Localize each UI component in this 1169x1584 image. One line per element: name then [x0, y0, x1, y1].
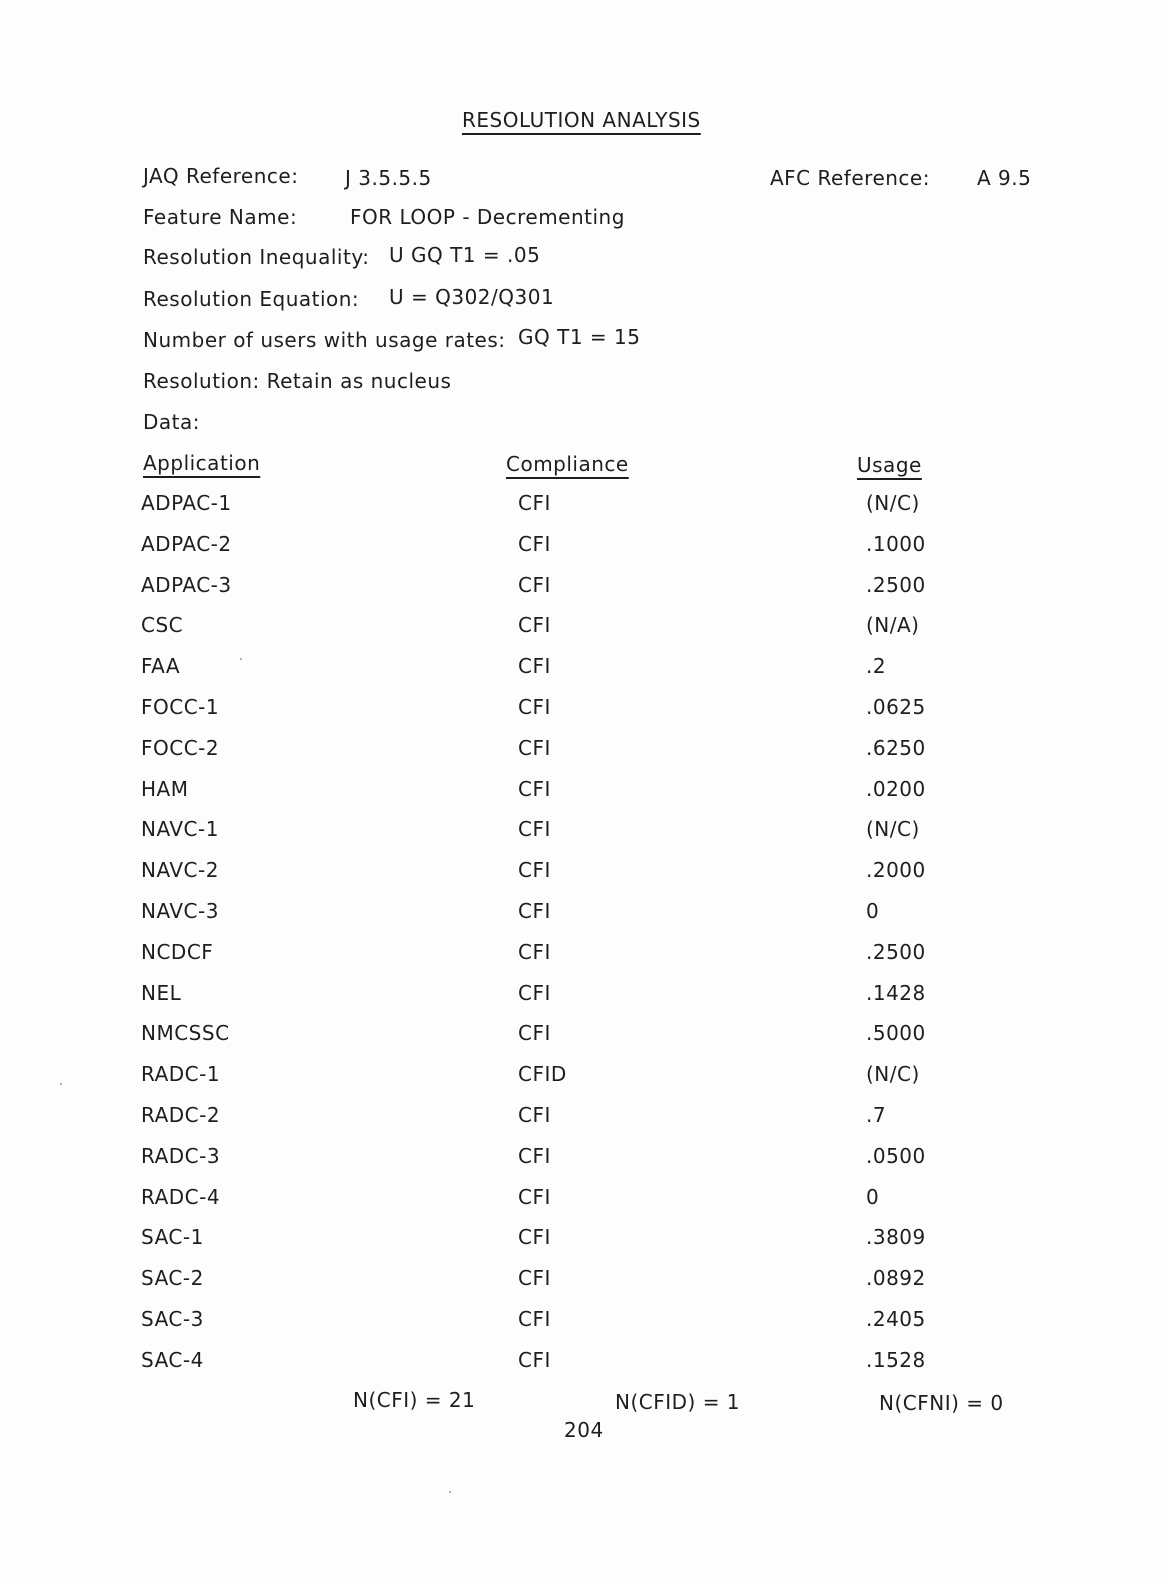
table-cell-application: NAVC-1 — [141, 817, 219, 841]
table-cell-compliance: CFI — [518, 1144, 551, 1168]
users-count-label: Number of users with usage rates: — [143, 328, 506, 352]
table-cell-usage: 0 — [866, 899, 880, 923]
table-cell-usage: .2000 — [866, 858, 926, 882]
table-cell-application: CSC — [141, 613, 184, 637]
table-cell-application: NEL — [141, 981, 182, 1005]
page-number: 204 — [564, 1418, 604, 1442]
resolution-inequality-value: U GQ T1 = .05 — [389, 243, 541, 267]
table-cell-compliance: CFI — [518, 695, 551, 719]
table-cell-usage: .5000 — [866, 1021, 926, 1045]
scan-speck — [240, 658, 242, 660]
table-cell-usage: .7 — [866, 1103, 887, 1127]
table-cell-compliance: CFI — [518, 817, 551, 841]
table-cell-compliance: CFI — [518, 1348, 551, 1372]
table-cell-usage: .2405 — [866, 1307, 926, 1331]
table-cell-compliance: CFI — [518, 777, 551, 801]
table-cell-application: RADC-1 — [141, 1062, 221, 1086]
resolution-text: Resolution: Retain as nucleus — [143, 369, 452, 393]
scan-speck — [60, 1083, 62, 1085]
table-cell-compliance: CFI — [518, 613, 551, 637]
afc-reference-value: A 9.5 — [977, 166, 1032, 190]
table-cell-application: NMCSSC — [141, 1021, 230, 1045]
table-cell-compliance: CFI — [518, 532, 551, 556]
total-cfni: N(CFNI) = 0 — [879, 1391, 1004, 1415]
table-cell-usage: .1000 — [866, 532, 926, 556]
resolution-equation-value: U = Q302/Q301 — [389, 285, 555, 309]
table-cell-compliance: CFID — [518, 1062, 567, 1086]
table-cell-application: FOCC-2 — [141, 736, 220, 760]
table-cell-usage: .2500 — [866, 573, 926, 597]
table-cell-application: HAM — [141, 777, 189, 801]
table-cell-application: NCDCF — [141, 940, 214, 964]
table-cell-application: FOCC-1 — [141, 695, 220, 719]
table-cell-usage: (N/C) — [866, 817, 920, 841]
table-cell-usage: .3809 — [866, 1225, 926, 1249]
page-title: RESOLUTION ANALYSIS — [462, 108, 701, 132]
jaq-reference-label: JAQ Reference: — [143, 164, 299, 188]
table-cell-compliance: CFI — [518, 491, 551, 515]
table-cell-application: ADPAC-3 — [141, 573, 232, 597]
table-cell-application: NAVC-3 — [141, 899, 219, 923]
resolution-equation-label: Resolution Equation: — [143, 287, 360, 311]
scan-speck — [449, 1491, 451, 1493]
table-cell-application: SAC-3 — [141, 1307, 204, 1331]
data-label: Data: — [143, 410, 200, 434]
table-cell-usage: .1428 — [866, 981, 926, 1005]
table-cell-application: RADC-3 — [141, 1144, 221, 1168]
table-cell-usage: .6250 — [866, 736, 926, 760]
table-cell-application: NAVC-2 — [141, 858, 219, 882]
table-cell-application: FAA — [141, 654, 181, 678]
table-cell-compliance: CFI — [518, 858, 551, 882]
table-cell-usage: .0200 — [866, 777, 926, 801]
table-cell-usage: (N/A) — [866, 613, 920, 637]
column-header-compliance: Compliance — [506, 452, 629, 476]
jaq-reference-value: J 3.5.5.5 — [345, 166, 432, 190]
column-header-application: Application — [143, 451, 261, 475]
total-cfid: N(CFID) = 1 — [615, 1390, 741, 1414]
table-cell-application: ADPAC-1 — [141, 491, 232, 515]
total-cfi: N(CFI) = 21 — [353, 1388, 476, 1412]
table-cell-usage: .2 — [866, 654, 887, 678]
table-cell-application: RADC-4 — [141, 1185, 221, 1209]
table-cell-compliance: CFI — [518, 1266, 551, 1290]
table-cell-compliance: CFI — [518, 1185, 551, 1209]
table-cell-usage: (N/C) — [866, 1062, 920, 1086]
table-cell-compliance: CFI — [518, 1307, 551, 1331]
table-cell-application: SAC-4 — [141, 1348, 204, 1372]
resolution-inequality-label: Resolution Inequality: — [143, 245, 370, 269]
column-header-usage: Usage — [857, 453, 922, 477]
users-count-value: GQ T1 = 15 — [518, 325, 641, 349]
table-cell-application: SAC-1 — [141, 1225, 204, 1249]
table-cell-usage: .0892 — [866, 1266, 926, 1290]
table-cell-application: SAC-2 — [141, 1266, 204, 1290]
table-cell-application: RADC-2 — [141, 1103, 221, 1127]
table-cell-application: ADPAC-2 — [141, 532, 232, 556]
table-cell-usage: .0625 — [866, 695, 926, 719]
table-cell-compliance: CFI — [518, 1021, 551, 1045]
afc-reference-label: AFC Reference: — [770, 166, 930, 190]
table-cell-usage: (N/C) — [866, 491, 920, 515]
table-cell-compliance: CFI — [518, 654, 551, 678]
table-cell-usage: .0500 — [866, 1144, 926, 1168]
table-cell-compliance: CFI — [518, 573, 551, 597]
table-cell-compliance: CFI — [518, 736, 551, 760]
table-cell-compliance: CFI — [518, 1103, 551, 1127]
table-cell-compliance: CFI — [518, 1225, 551, 1249]
feature-name-value: FOR LOOP - Decrementing — [350, 205, 625, 229]
table-cell-usage: .1528 — [866, 1348, 926, 1372]
table-cell-compliance: CFI — [518, 899, 551, 923]
table-cell-compliance: CFI — [518, 940, 551, 964]
feature-name-label: Feature Name: — [143, 205, 298, 229]
table-cell-usage: 0 — [866, 1185, 880, 1209]
table-cell-compliance: CFI — [518, 981, 551, 1005]
table-cell-usage: .2500 — [866, 940, 926, 964]
